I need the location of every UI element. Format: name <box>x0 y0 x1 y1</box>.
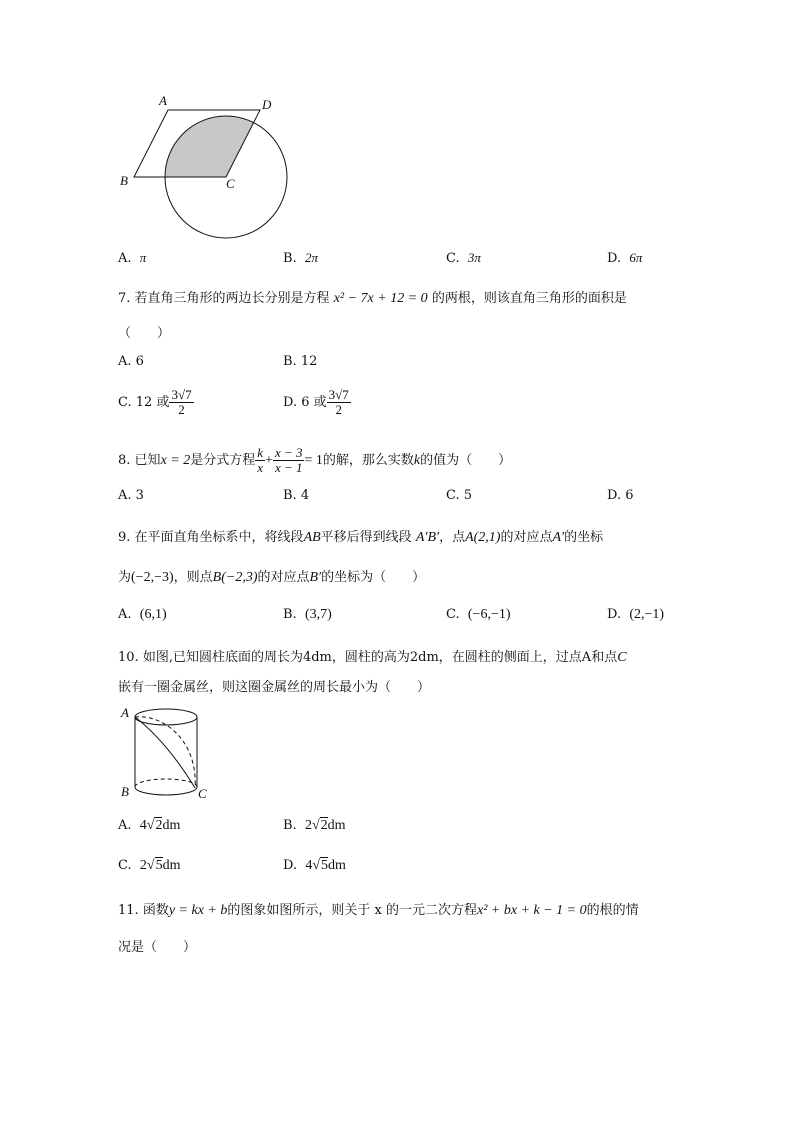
cyl-label-b: B <box>121 784 129 799</box>
q7-option-b: B. 12 <box>283 354 318 369</box>
q8-option-b: B. 4 <box>283 488 310 503</box>
q9-option-b: B. (3,7) <box>283 607 332 622</box>
q7-option-d: D. 6 或 $\frac{3√7}{2}$ <box>283 387 349 417</box>
parallelogram-circle-figure <box>110 90 310 245</box>
q10-option-d: D. 4√5dm <box>283 858 346 873</box>
q8-option-a: A. 3 <box>118 488 144 503</box>
q6-option-b: B. 2π <box>283 250 318 266</box>
q11-stem-line1: 11. 函数y = kx + b的图象如图所示，则关于 x 的一元二次方程x² + bx + k − 1 = 0的根的情 <box>118 903 639 918</box>
q7-paren: （ ） <box>118 326 171 341</box>
q7-option-d-fraction: $\frac{3√7}{2}$ <box>328 387 349 417</box>
q8-option-c: C. 5 <box>446 488 473 503</box>
q9-option-c: C. (−6,−1) <box>446 607 511 622</box>
q10-stem-line1: 10. 如图,已知圆柱底面的周长为4dm，圆柱的高为2dm，在圆柱的侧面上，过点A和点C <box>118 650 627 665</box>
q7-option-c: C. 12 或 $\frac{3√7}{2}$ <box>118 387 192 417</box>
q10-option-a: A. 4√2dm <box>118 818 181 833</box>
label-a: A <box>159 93 167 108</box>
q8-fraction-1: $\frac{k}{x}$ <box>257 445 264 475</box>
q6-option-d: D. 6π <box>607 250 643 266</box>
q6-option-a: A. π <box>118 250 147 266</box>
q7-stem: 7. 若直角三角形的两边长分别是方程 x² − 7x + 12 = 0 的两根，则该直角三角形的面积是 <box>118 291 627 306</box>
q7-option-c-fraction: $\frac{3√7}{2}$ <box>171 387 192 417</box>
q9-stem-line1: 9. 在平面直角坐标系中，将线段AB平移后得到线段 A′B′，点A(2,1)的对应点A′的坐标 <box>118 530 604 545</box>
cyl-label-c: C <box>198 786 207 801</box>
q8-option-d: D. 6 <box>607 488 634 503</box>
cylinder-figure <box>118 700 218 805</box>
q11-stem-line2: 况是（ ） <box>118 940 197 955</box>
q7-option-a: A. 6 <box>118 354 144 369</box>
q10-stem-line2: 嵌有一圈金属丝，则这圈金属丝的周长最小为（ ） <box>118 680 431 695</box>
q8-fraction-2: $\frac{x - 3}{x - 1}$ <box>274 445 303 475</box>
q10-option-b: B. 2√2dm <box>283 818 346 833</box>
q9-option-d: D. (2,−1) <box>607 607 665 622</box>
cyl-label-a: A <box>121 705 129 720</box>
q9-option-a: A. (6,1) <box>118 607 167 622</box>
q6-option-c: C. 3π <box>446 250 481 266</box>
label-b: B <box>120 173 128 188</box>
q10-option-c: C. 2√5dm <box>118 858 181 873</box>
q9-stem-line2: 为(−2,−3)，则点B(−2,3)的对应点B′的坐标为（ ） <box>118 570 426 585</box>
label-c: C <box>226 176 235 191</box>
label-d: D <box>262 97 272 112</box>
q8-stem: 8. 已知x = 2是分式方程 $\frac{k}{x}$ + $\frac{x - 3}{x - 1}$ = 1的解，那么实数k的值为（ ） <box>118 445 512 475</box>
